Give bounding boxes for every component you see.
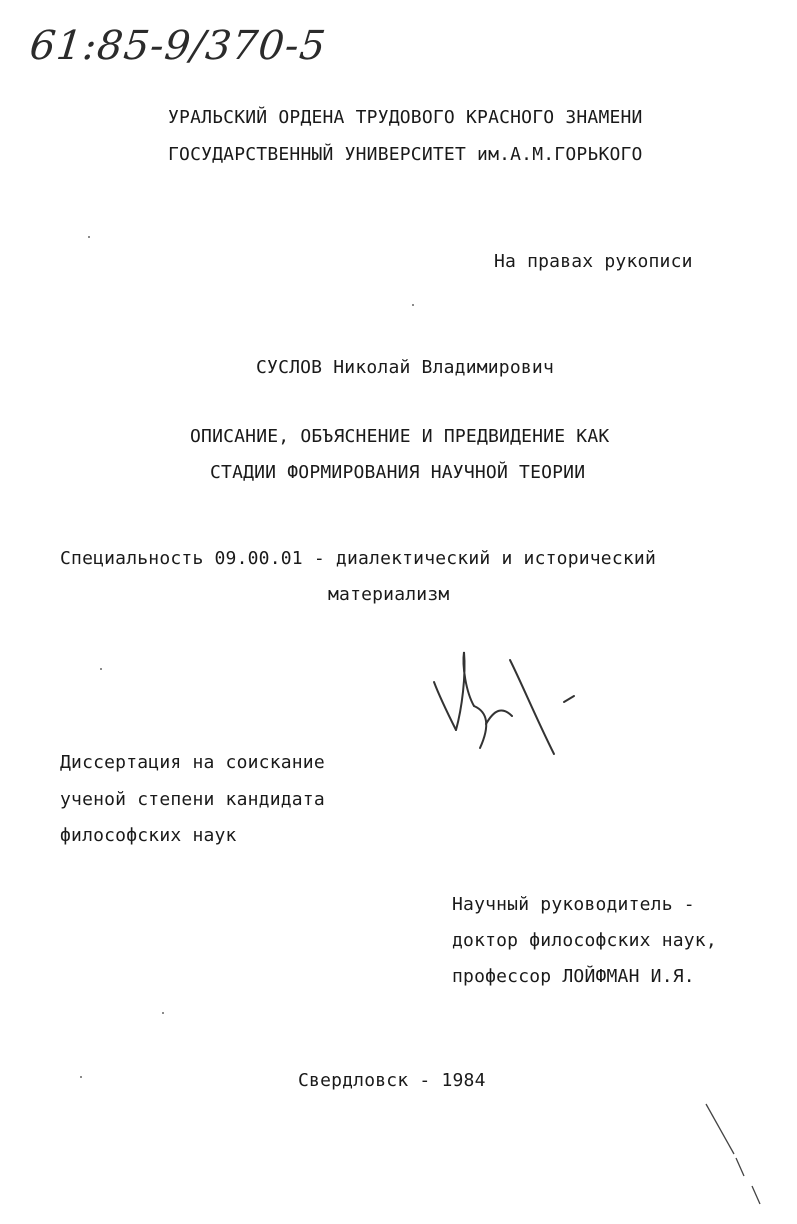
rights-note: На правах рукописи bbox=[494, 251, 693, 272]
paper-speck bbox=[88, 236, 90, 238]
institution-line-2: ГОСУДАРСТВЕННЫЙ УНИВЕРСИТЕТ им.А.М.ГОРЬКОГО bbox=[168, 144, 643, 165]
footer-city-year: Свердловск - 1984 bbox=[298, 1070, 486, 1091]
supervisor-line-1: Научный руководитель - bbox=[452, 894, 695, 915]
supervisor-line-3: профессор ЛОЙФМАН И.Я. bbox=[452, 966, 695, 987]
archive-code: 61:85-9/370-5 bbox=[27, 23, 329, 69]
specialty-line-1: Специальность 09.00.01 - диалектический и исторический bbox=[60, 548, 656, 569]
pen-stroke-mark bbox=[700, 1100, 770, 1210]
author-name: СУСЛОВ Николай Владимирович bbox=[256, 357, 554, 378]
paper-speck bbox=[412, 304, 414, 306]
supervisor-line-2: доктор философских наук, bbox=[452, 930, 717, 951]
title-line-2: СТАДИИ ФОРМИРОВАНИЯ НАУЧНОЙ ТЕОРИИ bbox=[210, 462, 586, 483]
dissertation-line-1: Диссертация на соискание bbox=[60, 752, 325, 773]
paper-speck bbox=[100, 668, 102, 670]
title-line-1: ОПИСАНИЕ, ОБЪЯСНЕНИЕ И ПРЕДВИДЕНИЕ КАК bbox=[190, 426, 610, 447]
signature-mark bbox=[428, 648, 578, 760]
paper-speck bbox=[162, 1012, 164, 1014]
specialty-line-2: материализм bbox=[328, 584, 450, 605]
dissertation-line-2: ученой степени кандидата bbox=[60, 789, 325, 810]
dissertation-line-3: философских наук bbox=[60, 825, 237, 846]
institution-line-1: УРАЛЬСКИЙ ОРДЕНА ТРУДОВОГО КРАСНОГО ЗНАМЕНИ bbox=[168, 107, 643, 128]
paper-speck bbox=[80, 1076, 82, 1078]
